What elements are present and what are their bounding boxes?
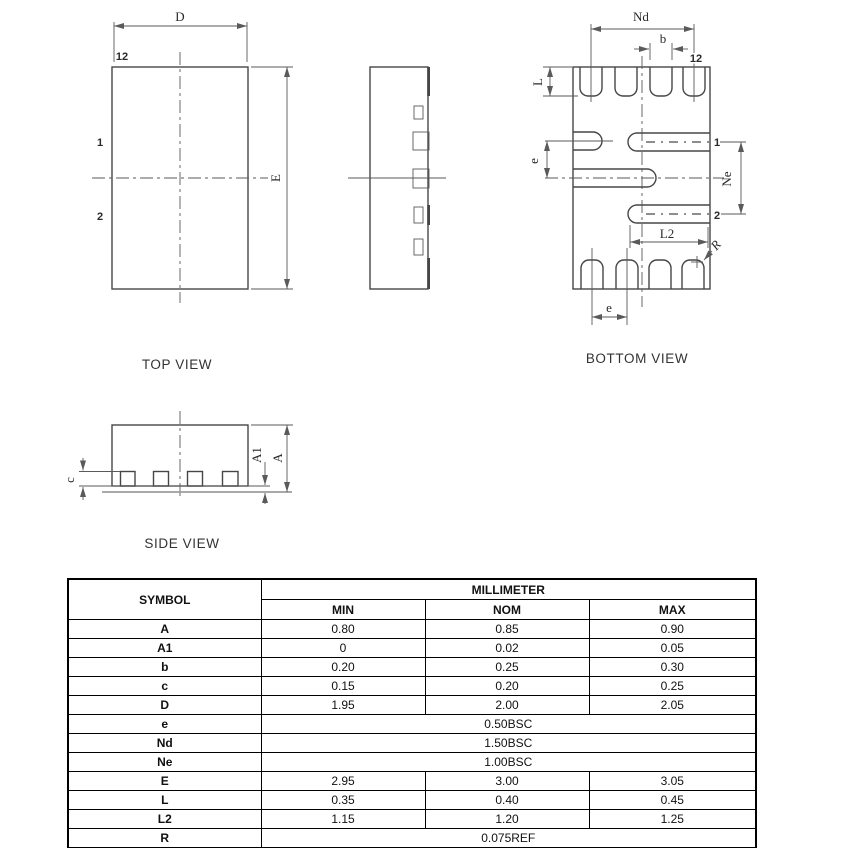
cell-nom: 3.00 <box>425 772 589 791</box>
cell-symbol: R <box>68 829 261 848</box>
cell-nom: 0.40 <box>425 791 589 810</box>
dim-label-d: D <box>175 9 185 24</box>
side-view-dim-a1 <box>249 447 265 504</box>
cell-max: 0.45 <box>589 791 756 810</box>
dim-label-l2: L2 <box>659 226 675 241</box>
cell-symbol: A <box>68 620 261 639</box>
bottom-view-top-pads <box>580 67 705 96</box>
cell-symbol: b <box>68 658 261 677</box>
cell-min: 2.95 <box>261 772 425 791</box>
dim-label-nd: Nd <box>633 9 649 24</box>
table-row <box>68 753 756 772</box>
cell-nom: 0.85 <box>425 620 589 639</box>
top-view-pin2-label: 2 <box>96 211 104 223</box>
bottom-view-dim-ne <box>719 142 746 214</box>
dim-label-r: R <box>707 237 724 253</box>
cell-min: 0.20 <box>261 658 425 677</box>
top-view <box>92 9 293 303</box>
top-view-pin1-label: 1 <box>96 137 104 149</box>
dim-label-e-bottom: e <box>606 300 612 315</box>
cell-min: 0.15 <box>261 677 425 696</box>
cell-max: 0.90 <box>589 620 756 639</box>
front-view-side-pads <box>413 106 429 255</box>
cell-symbol: Ne <box>68 753 261 772</box>
cell-min: 0.35 <box>261 791 425 810</box>
cell-nom: 2.00 <box>425 696 589 715</box>
cell-symbol: E <box>68 772 261 791</box>
cell-symbol: e <box>68 715 261 734</box>
table-row <box>68 620 756 639</box>
top-view-pin12-label: 12 <box>115 51 129 63</box>
dim-label-a: A <box>270 453 285 463</box>
dim-label-e: E <box>268 174 283 182</box>
header-max: MAX <box>589 600 756 620</box>
bottom-view-pin1-label: 1 <box>713 137 721 149</box>
cell-symbol: L2 <box>68 810 261 829</box>
top-view-dim-d <box>114 9 247 62</box>
top-view-dim-e <box>251 67 293 289</box>
table-row <box>68 639 756 658</box>
dimension-table <box>67 578 757 848</box>
table-row <box>68 715 756 734</box>
cell-symbol: D <box>68 696 261 715</box>
cell-symbol: c <box>68 677 261 696</box>
header-nom: NOM <box>425 600 589 620</box>
table-row <box>68 734 756 753</box>
table-header-row <box>68 579 756 600</box>
cell-symbol: L <box>68 791 261 810</box>
bottom-view-dim-e-bottom <box>592 248 627 325</box>
cell-max: 2.05 <box>589 696 756 715</box>
bottom-view-dim-b <box>634 31 688 60</box>
cell-max: 0.05 <box>589 639 756 658</box>
bottom-view-side-pads <box>545 132 712 223</box>
table-row <box>68 677 756 696</box>
cell-symbol: A1 <box>68 639 261 658</box>
cell-max: 0.30 <box>589 658 756 677</box>
table-row <box>68 810 756 829</box>
cell-nom: 1.20 <box>425 810 589 829</box>
cell-max: 1.25 <box>589 810 756 829</box>
bottom-view-pin2-label: 2 <box>713 210 721 222</box>
dim-label-b: b <box>659 31 667 46</box>
cell-min: 1.15 <box>261 810 425 829</box>
side-view-dim-c <box>62 458 83 500</box>
table-row <box>68 791 756 810</box>
table-row <box>68 658 756 677</box>
front-view <box>348 67 446 289</box>
cell-nom: 0.25 <box>425 658 589 677</box>
cell-min: 0 <box>261 639 425 658</box>
cell-nom: 0.20 <box>425 677 589 696</box>
dim-label-e-left: e <box>526 158 541 164</box>
header-symbol: SYMBOL <box>68 579 261 620</box>
cell-value: 0.075REF <box>261 829 756 848</box>
bottom-view-dim-nd <box>591 9 694 102</box>
dim-label-c: c <box>62 477 77 483</box>
side-view-pads <box>121 472 239 487</box>
cell-value: 1.50BSC <box>261 734 756 753</box>
cell-min: 0.80 <box>261 620 425 639</box>
bottom-view-pin12-label: 12 <box>689 53 703 65</box>
side-view <box>62 411 293 504</box>
dim-label-l: L <box>530 78 545 86</box>
header-min: MIN <box>261 600 425 620</box>
cell-min: 1.95 <box>261 696 425 715</box>
side-view-caption: SIDE VIEW <box>144 536 220 551</box>
bottom-view-dim-l <box>530 67 578 96</box>
cell-value: 1.00BSC <box>261 753 756 772</box>
dim-label-ne: Ne <box>719 171 734 187</box>
table-row <box>68 696 756 715</box>
bottom-view-dim-e-left <box>526 141 547 178</box>
table-row <box>68 829 756 848</box>
cell-value: 0.50BSC <box>261 715 756 734</box>
cell-symbol: Nd <box>68 734 261 753</box>
dim-label-a1: A1 <box>249 447 264 463</box>
cell-max: 0.25 <box>589 677 756 696</box>
bottom-view <box>526 9 746 325</box>
table-row <box>68 772 756 791</box>
header-millimeter: MILLIMETER <box>261 579 756 600</box>
cell-max: 3.05 <box>589 772 756 791</box>
bottom-view-caption: BOTTOM VIEW <box>585 351 689 366</box>
bottom-view-bottom-pads <box>581 260 704 289</box>
top-view-caption: TOP VIEW <box>141 357 213 372</box>
cell-nom: 0.02 <box>425 639 589 658</box>
